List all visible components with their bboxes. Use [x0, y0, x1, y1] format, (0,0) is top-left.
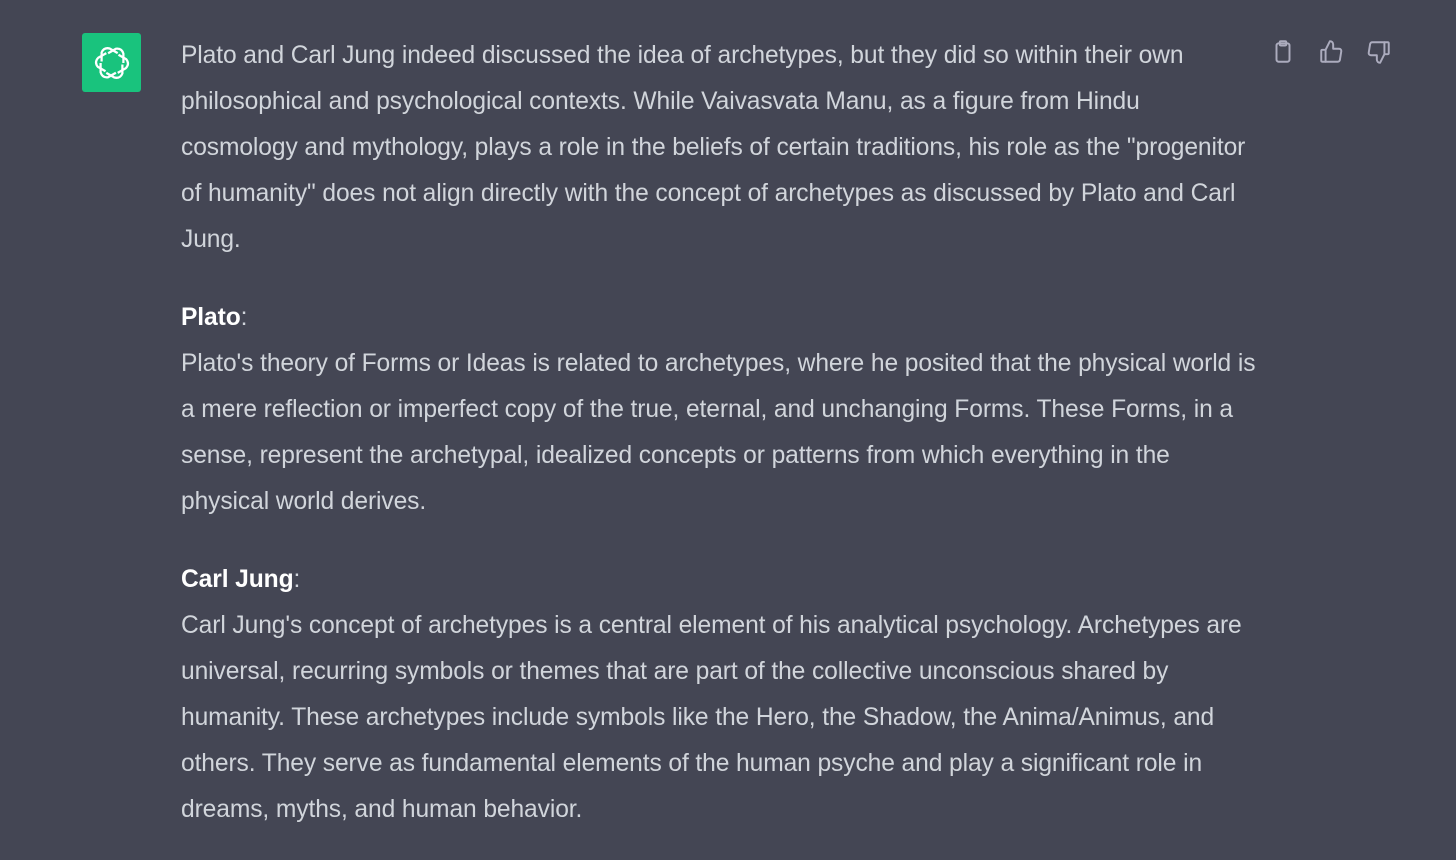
section-heading-text: Carl Jung [181, 566, 294, 593]
clipboard-icon [1270, 39, 1296, 65]
thumbs-up-icon [1318, 39, 1344, 65]
section-heading-colon: : [293, 566, 301, 593]
section-body: Carl Jung's concept of archetypes is a central element of his analytical psychology. Archetypes are universal, recurring symbols or themes that are part of the collective unconscious shared by humanity. These archetypes include symbols like the Hero, the Shadow, the Anima/Animus, and others. They serve as fundamental elements of the human psyche and play a significant role in dreams, myths, and human behavior. [181, 612, 1242, 823]
thumbs-up-button[interactable] [1318, 38, 1344, 66]
assistant-avatar [82, 33, 141, 92]
message-actions [1270, 38, 1392, 66]
section-heading-text: Plato [181, 304, 241, 331]
section-carl-jung [181, 557, 1256, 833]
section-body: Plato's theory of Forms or Ideas is related to archetypes, where he posited that the physical world is a mere reflection or imperfect copy of the true, eternal, and unchanging Forms. These Forms, in a sense, represent the archetypal, idealized concepts or patterns from which everything in the physical world derives. [181, 350, 1256, 515]
thumbs-down-icon [1366, 39, 1392, 65]
thumbs-down-button[interactable] [1366, 38, 1392, 66]
section-plato [181, 295, 1256, 525]
copy-button[interactable] [1270, 38, 1296, 66]
openai-logo-icon [94, 45, 130, 81]
section-heading [181, 557, 1256, 603]
section-heading [181, 295, 1256, 341]
message-intro: Plato and Carl Jung indeed discussed the idea of archetypes, but they did so within their own philosophical and psychological contexts. While Vaivasvata Manu, as a figure from Hindu cosmology and mythology, plays a role in the beliefs of certain traditions, his role as the "progenitor of humanity" does not align directly with the concept of archetypes as discussed by Plato and Carl Jung. [181, 42, 1246, 253]
assistant-message [181, 33, 1256, 860]
section-heading-colon: : [240, 304, 248, 331]
